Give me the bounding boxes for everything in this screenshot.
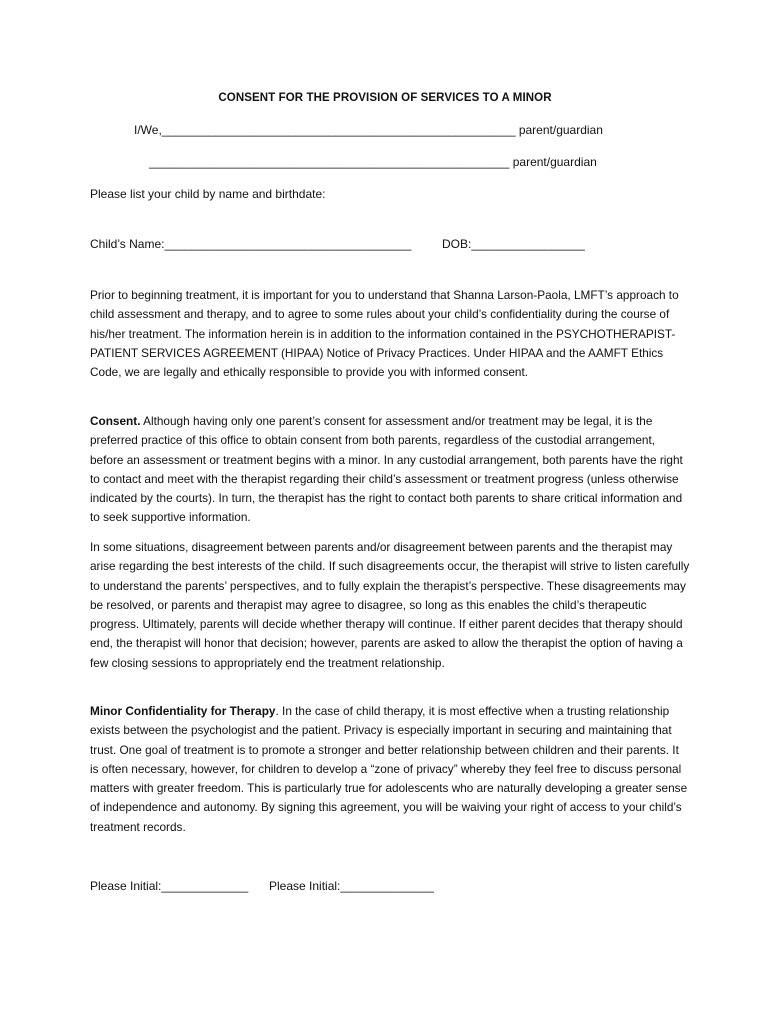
confidentiality-body: . In the case of child therapy, it is most effective when a trusting relationship exists between the psychologist and the patient. Privacy is especially important in securing and maintaining that trust. One goal of treatment is to promote a stronger and better relationship between children and their parents. It is often necessary, however, for children to develop a “zone of privacy” whereby they feel free to discuss personal matters with greater freedom. This is particularly true for adolescents who are naturally developing a greater sense of independence and autonomy. By signing this agreement, you will be waiving your right of access to your child’s treatment records. bbox=[90, 704, 688, 834]
child-name-field[interactable]: Child’s Name:_____________________________________ bbox=[90, 237, 412, 251]
consent-body: Although having only one parent’s consent for assessment and/or treatment may be legal, it is the preferred practice of this office to obtain consent from both parents, regardless of the custodial arrangement, before an assessment or treatment begins with a minor. In any custodial arrangement, both parents have the right to contact and meet with the therapist regarding their child’s assessment or treatment progress (unless otherwise indicated by the courts). In turn, the therapist has the right to contact both parents to share critical information and to seek supportive information. bbox=[90, 414, 683, 525]
guardian-line-2[interactable]: ______________________________________________________ parent/guardian bbox=[149, 155, 597, 169]
child-prompt: Please list your child by name and birthdate: bbox=[90, 187, 326, 201]
document-title: CONSENT FOR THE PROVISION OF SERVICES TO A MINOR bbox=[218, 92, 552, 104]
confidentiality-heading: Minor Confidentiality for Therapy bbox=[90, 704, 276, 718]
dob-field[interactable]: DOB:_________________ bbox=[442, 237, 585, 251]
disagreement-paragraph: In some situations, disagreement between parents and/or disagreement between parents and the therapist may arise regarding the best interests of the child. If such disagreements occur, the therapist will strive to listen carefully to understand the parents’ perspectives, and to fully explain the therapist’s perspective. These disagreements may be resolved, or parents and therapist may agree to disagree, so long as this enables the child’s therapeutic progress. Ultimately, parents will decide whether therapy will continue. If either parent decides that therapy should end, the therapist will honor that decision; however, parents are asked to allow the therapist the option of having a few closing sessions to appropriately end the treatment relationship. bbox=[90, 540, 690, 670]
intro-paragraph: Prior to beginning treatment, it is important for you to understand that Shanna Larson-Paola, LMFT’s approach to child assessment and therapy, and to agree to some rules about your child’s confidentiality during the course of his/her treatment. The information herein is in addition to the information contained in the PSYCHOTHERAPIST- PATIENT SERVICES AGREEMENT (HIPAA) Notice of Privacy Practices. Under HIPAA and the AAMFT Ethics Code, we are legally and ethically responsible to provide you with informed consent. bbox=[90, 288, 679, 380]
initial-field-2[interactable]: Please Initial:______________ bbox=[269, 879, 434, 893]
initial-field-1[interactable]: Please Initial:_____________ bbox=[90, 879, 249, 893]
consent-paragraph bbox=[90, 412, 690, 528]
consent-heading: Consent. bbox=[90, 414, 141, 428]
guardian-line-1[interactable]: I/We,_____________________________________________________ parent/guardian bbox=[134, 123, 603, 137]
confidentiality-paragraph bbox=[90, 702, 690, 837]
